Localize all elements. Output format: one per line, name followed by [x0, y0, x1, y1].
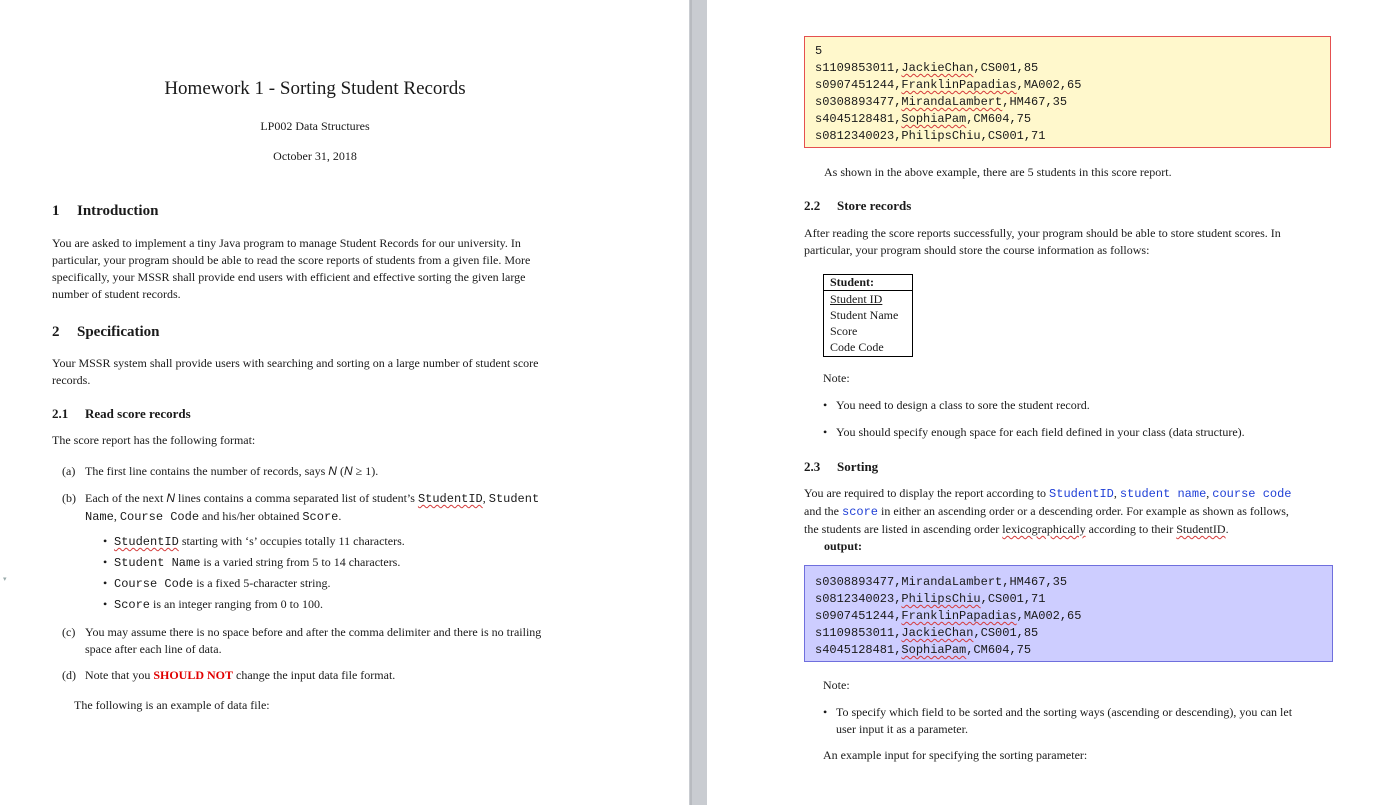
student-field: Score — [830, 324, 858, 338]
list-text: Note that you — [85, 668, 154, 682]
list-label: (a) — [62, 464, 76, 478]
math-n: N — [343, 464, 353, 478]
student-field: Student Name — [830, 308, 899, 322]
list-label: (d) — [62, 668, 76, 682]
subsection-title: Store records — [837, 198, 912, 213]
bullet-item: • Course Code is a fixed 5-character string. — [103, 576, 331, 591]
list-label: (c) — [62, 625, 76, 639]
section-title: Introduction — [77, 203, 159, 219]
section-number: 1 — [52, 203, 60, 219]
bullet-item: • Score is an integer ranging from 0 to 100. — [103, 597, 323, 612]
document-date: October 31, 2018 — [273, 149, 357, 163]
page-gutter — [689, 0, 707, 805]
student-class-title: Student: — [824, 275, 912, 291]
list-item-a — [62, 463, 602, 480]
bullet-text: is a fixed 5-character string. — [193, 576, 331, 590]
math-n: N — [328, 464, 337, 478]
bullet-item: • StudentID starting with ‘s’ occupies totally 11 characters. — [103, 534, 405, 549]
note-label: Note: — [823, 678, 850, 692]
list-text: You may assume there is no space before and after the comma delimiter and there is no trailing — [85, 625, 542, 639]
section-number: 2 — [52, 324, 60, 340]
paragraph-line: specifically, your MSSR shall provide end users with efficient and effective sorting the given large — [52, 270, 526, 284]
code-line: 5 — [815, 44, 823, 58]
list-item-c — [62, 624, 602, 658]
code-line: s1109853011,JackieChan,CS001,85 — [815, 61, 1039, 75]
bullet-text: is a varied string from 5 to 14 characters. — [200, 555, 401, 569]
code-line: s0308893477,MirandaLambert,HM467,35 — [815, 95, 1068, 109]
output-label: output: — [824, 539, 863, 553]
code-term: Student Name — [114, 556, 201, 570]
code-name: Name — [85, 510, 114, 524]
code-line: s0907451244,FranklinPapadias,MA002,65 — [815, 78, 1082, 92]
bullet-list-fields — [103, 533, 603, 617]
left-page — [0, 0, 689, 805]
example-param-intro: An example input for specifying the sorting parameter: — [823, 748, 1088, 762]
list-text: The first line contains the number of records, says — [85, 464, 329, 478]
note-label: Note: — [823, 371, 850, 385]
subsection-number: 2.3 — [804, 459, 821, 474]
note-bullet-list — [823, 704, 1343, 738]
bullet-item: • You should specify enough space for each field defined in your class (data structure). — [823, 425, 1245, 439]
warning-text: SHOULD NOT — [153, 668, 234, 682]
code-line: s0812340023,PhilipsChiu,CS001,71 — [815, 129, 1046, 143]
subsection-sorting-heading — [804, 459, 878, 475]
code-line: s1109853011,JackieChan,CS001,85 — [815, 626, 1039, 640]
code-studentid: StudentID — [417, 492, 483, 506]
bullet-text: is an integer ranging from 0 to 100. — [150, 597, 323, 611]
bullet-text: To specify which field to be sorted and the sorting ways (ascending or descending), you can let — [836, 705, 1293, 719]
bullet-text: user input it as a parameter. — [836, 722, 968, 736]
course-name: LP002 Data Structures — [260, 119, 370, 133]
list-text: , — [482, 491, 489, 505]
code-line: s4045128481,SophiaPam,CM604,75 — [815, 643, 1032, 657]
code-line: s4045128481,SophiaPam,CM604,75 — [815, 112, 1032, 126]
specification-paragraph — [52, 355, 612, 389]
code-term: StudentID — [114, 535, 179, 549]
code-course-code: Course Code — [119, 510, 200, 524]
code-term: Course Code — [114, 577, 194, 591]
bullet-text: You should specify enough space for each field defined in your class (data structure). — [836, 425, 1245, 439]
subsection-store-records-heading — [804, 198, 911, 214]
data-file-example-box — [804, 36, 1331, 148]
bullet-item: • Student Name is a varied string from 5 to 14 characters. — [103, 555, 401, 570]
code-line: s0308893477,MirandaLambert,HM467,35 — [815, 575, 1068, 589]
section-title: Specification — [77, 324, 160, 340]
subsection-number: 2.1 — [52, 406, 69, 421]
list-text: , — [113, 509, 120, 523]
list-text: and his/her obtained — [199, 509, 303, 523]
paragraph-line: particular, your program should be able to read the score reports of students from a given file. More — [52, 253, 531, 267]
list-item-b — [62, 490, 602, 526]
format-intro: The score report has the following format: — [52, 433, 256, 447]
margin-marker: ▾ — [3, 575, 7, 583]
bullet-item: • To specify which field to be sorted and the sorting ways (ascending or descending), you can let user input it as a parameter. — [823, 704, 1343, 738]
list-text: space after each line of data. — [85, 642, 222, 656]
paragraph-line: You are asked to implement a tiny Java program to manage Student Records for our university. In — [52, 236, 521, 250]
paragraph-line: You are required to display the report according to StudentID, student name, course code — [804, 486, 1292, 501]
list-label: (b) — [62, 491, 76, 505]
code-term: Score — [114, 598, 151, 612]
bullet-text: You need to design a class to sore the student record. — [836, 398, 1090, 412]
sorted-output-box — [804, 565, 1333, 662]
example-intro: The following is an example of data file: — [74, 698, 270, 712]
right-page — [707, 0, 1392, 805]
list-text: . — [338, 509, 342, 523]
code-line: s0812340023,PhilipsChiu,CS001,71 — [815, 592, 1046, 606]
paragraph-line: particular, your program should store the course information as follows: — [804, 243, 1150, 257]
sorting-paragraph — [804, 485, 1364, 555]
code-student: Student — [488, 492, 540, 506]
student-field: Student ID — [830, 292, 883, 306]
subsection-title: Sorting — [837, 459, 879, 474]
section-introduction-heading — [52, 203, 158, 220]
list-item-d — [62, 667, 602, 684]
student-field: Code Code — [830, 340, 884, 354]
math-n: N — [166, 491, 175, 505]
paragraph-line: and the score in either an ascending order or a descending order. For example as shown as follows, — [804, 504, 1289, 519]
bullet-text: starting with ‘s’ occupies totally 11 characters. — [178, 534, 405, 548]
paragraph-line: Your MSSR system shall provide users with searching and sorting on a large number of student score — [52, 356, 539, 370]
paragraph-line: records. — [52, 373, 91, 387]
list-text: ( — [336, 464, 344, 478]
introduction-paragraph — [52, 235, 612, 303]
list-text: ≥ 1). — [352, 464, 379, 478]
subsection-number: 2.2 — [804, 198, 821, 213]
subsection-title: Read score records — [85, 406, 191, 421]
paragraph-line: After reading the score reports successfully, your program should be able to store student scores. In — [804, 226, 1281, 240]
note-bullet-list — [823, 397, 1343, 451]
paragraph-line: the students are listed in ascending order lexicographically according to their StudentID. — [804, 522, 1229, 536]
list-text: lines contains a comma separated list of student’s — [174, 491, 418, 505]
list-text: Each of the next — [85, 491, 167, 505]
bullet-item: • You need to design a class to sore the student record. — [823, 398, 1090, 412]
list-text: change the input data file format. — [233, 668, 396, 682]
paragraph-line: number of student records. — [52, 287, 181, 301]
section-specification-heading — [52, 324, 160, 341]
document-title: Homework 1 - Sorting Student Records — [164, 78, 466, 99]
code-score: Score — [302, 510, 339, 524]
subsection-read-records-heading — [52, 406, 191, 422]
student-class-box — [823, 274, 913, 357]
example-summary: As shown in the above example, there are 5 students in this score report. — [824, 165, 1172, 179]
code-line: s0907451244,FranklinPapadias,MA002,65 — [815, 609, 1082, 623]
store-records-paragraph — [804, 225, 1344, 259]
